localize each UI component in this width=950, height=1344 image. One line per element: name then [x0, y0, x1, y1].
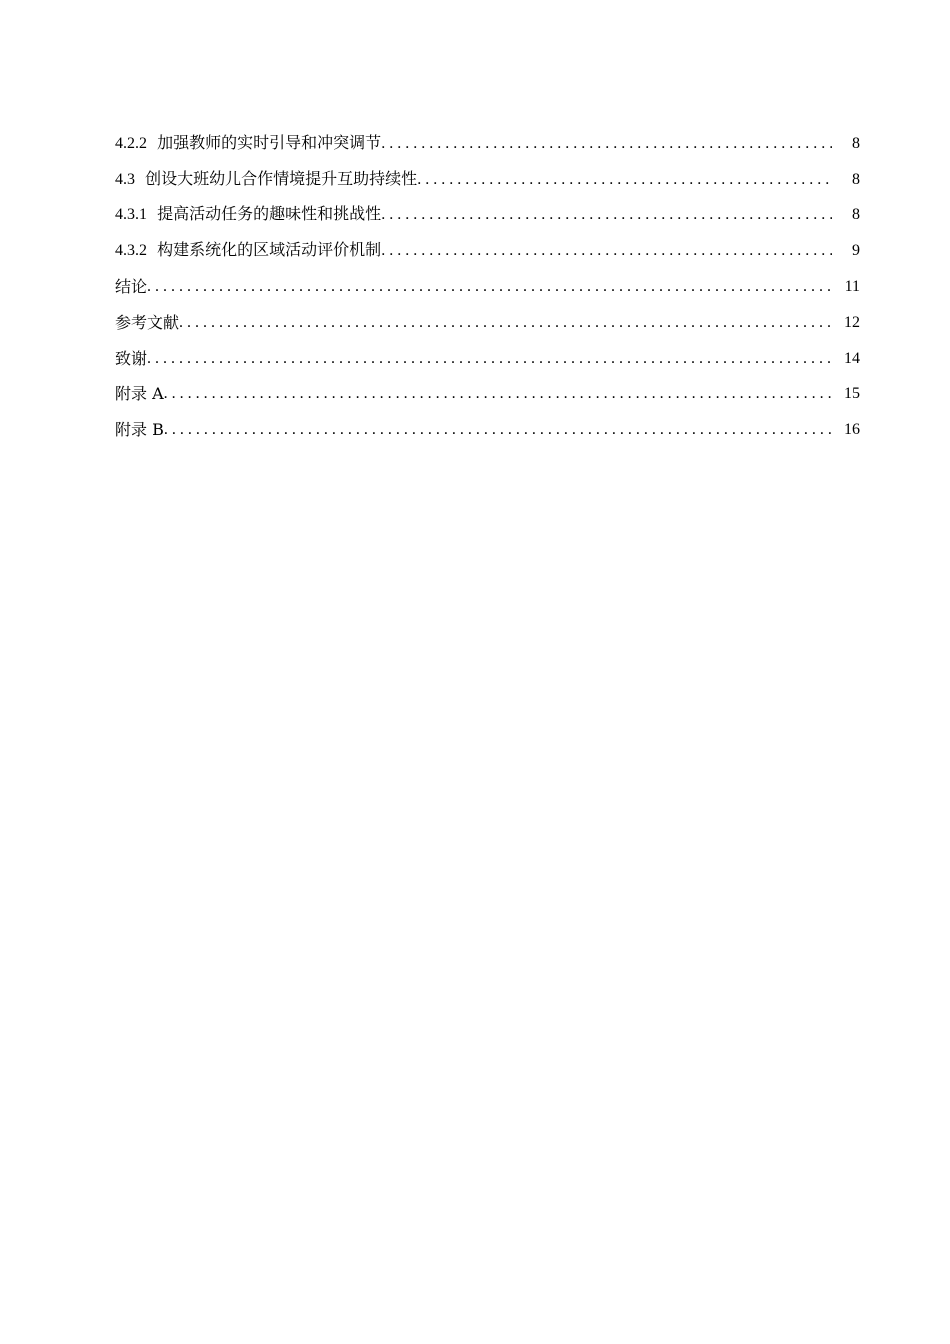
toc-entry-title: 创设大班幼儿合作情境提升互助持续性: [145, 168, 418, 188]
table-of-contents: [115, 118, 860, 440]
toc-entry-title: 参考文献: [115, 312, 180, 332]
toc-entry-number: 4.3.2: [115, 242, 147, 260]
toc-entry-page: 14: [844, 349, 860, 367]
toc-entry-title: 加强教师的实时引导和冲突调节: [157, 132, 382, 152]
toc-entry-page: 15: [844, 385, 860, 403]
toc-entry[interactable]: [115, 369, 860, 405]
dot-leader: [147, 277, 832, 297]
toc-entry-number: 4.3.1: [115, 206, 147, 224]
toc-entry-page: 8: [852, 170, 860, 188]
toc-entry-page: 16: [844, 421, 860, 439]
toc-entry[interactable]: [115, 118, 860, 154]
toc-entry-title: 致谢: [115, 348, 148, 368]
toc-entry-title: 附录 B: [115, 420, 164, 440]
toc-entry[interactable]: [115, 404, 860, 440]
toc-entry[interactable]: [115, 261, 860, 297]
toc-entry-label: [115, 204, 381, 225]
dot-leader: [417, 170, 832, 190]
toc-entry[interactable]: [115, 333, 860, 369]
dot-leader: [381, 241, 832, 261]
dot-leader: [147, 349, 832, 369]
toc-entry-page: 9: [852, 242, 860, 260]
toc-entry-title: 结论: [115, 276, 148, 296]
toc-entry-title: 构建系统化的区域活动评价机制: [157, 240, 382, 260]
toc-entry-page: 8: [852, 206, 860, 224]
toc-entry-label: [115, 133, 381, 154]
toc-entry-title: 提高活动任务的趣味性和挑战性: [157, 204, 382, 224]
toc-entry-label: [115, 169, 417, 190]
dot-leader: [164, 384, 832, 404]
dot-leader: [179, 313, 832, 333]
toc-entry[interactable]: [115, 154, 860, 190]
dot-leader: [164, 420, 832, 440]
toc-entry-number: 4.3: [115, 170, 135, 188]
toc-entry-page: 12: [844, 313, 860, 331]
toc-entry-number: 4.2.2: [115, 134, 147, 152]
toc-entry-page: 8: [852, 134, 860, 152]
toc-entry[interactable]: [115, 297, 860, 333]
dot-leader: [381, 134, 832, 154]
toc-entry-label: [115, 240, 381, 261]
dot-leader: [381, 205, 832, 225]
toc-entry[interactable]: [115, 190, 860, 226]
toc-entry[interactable]: [115, 225, 860, 261]
toc-entry-title: 附录 A: [115, 384, 164, 404]
toc-entry-page: 11: [844, 277, 860, 295]
